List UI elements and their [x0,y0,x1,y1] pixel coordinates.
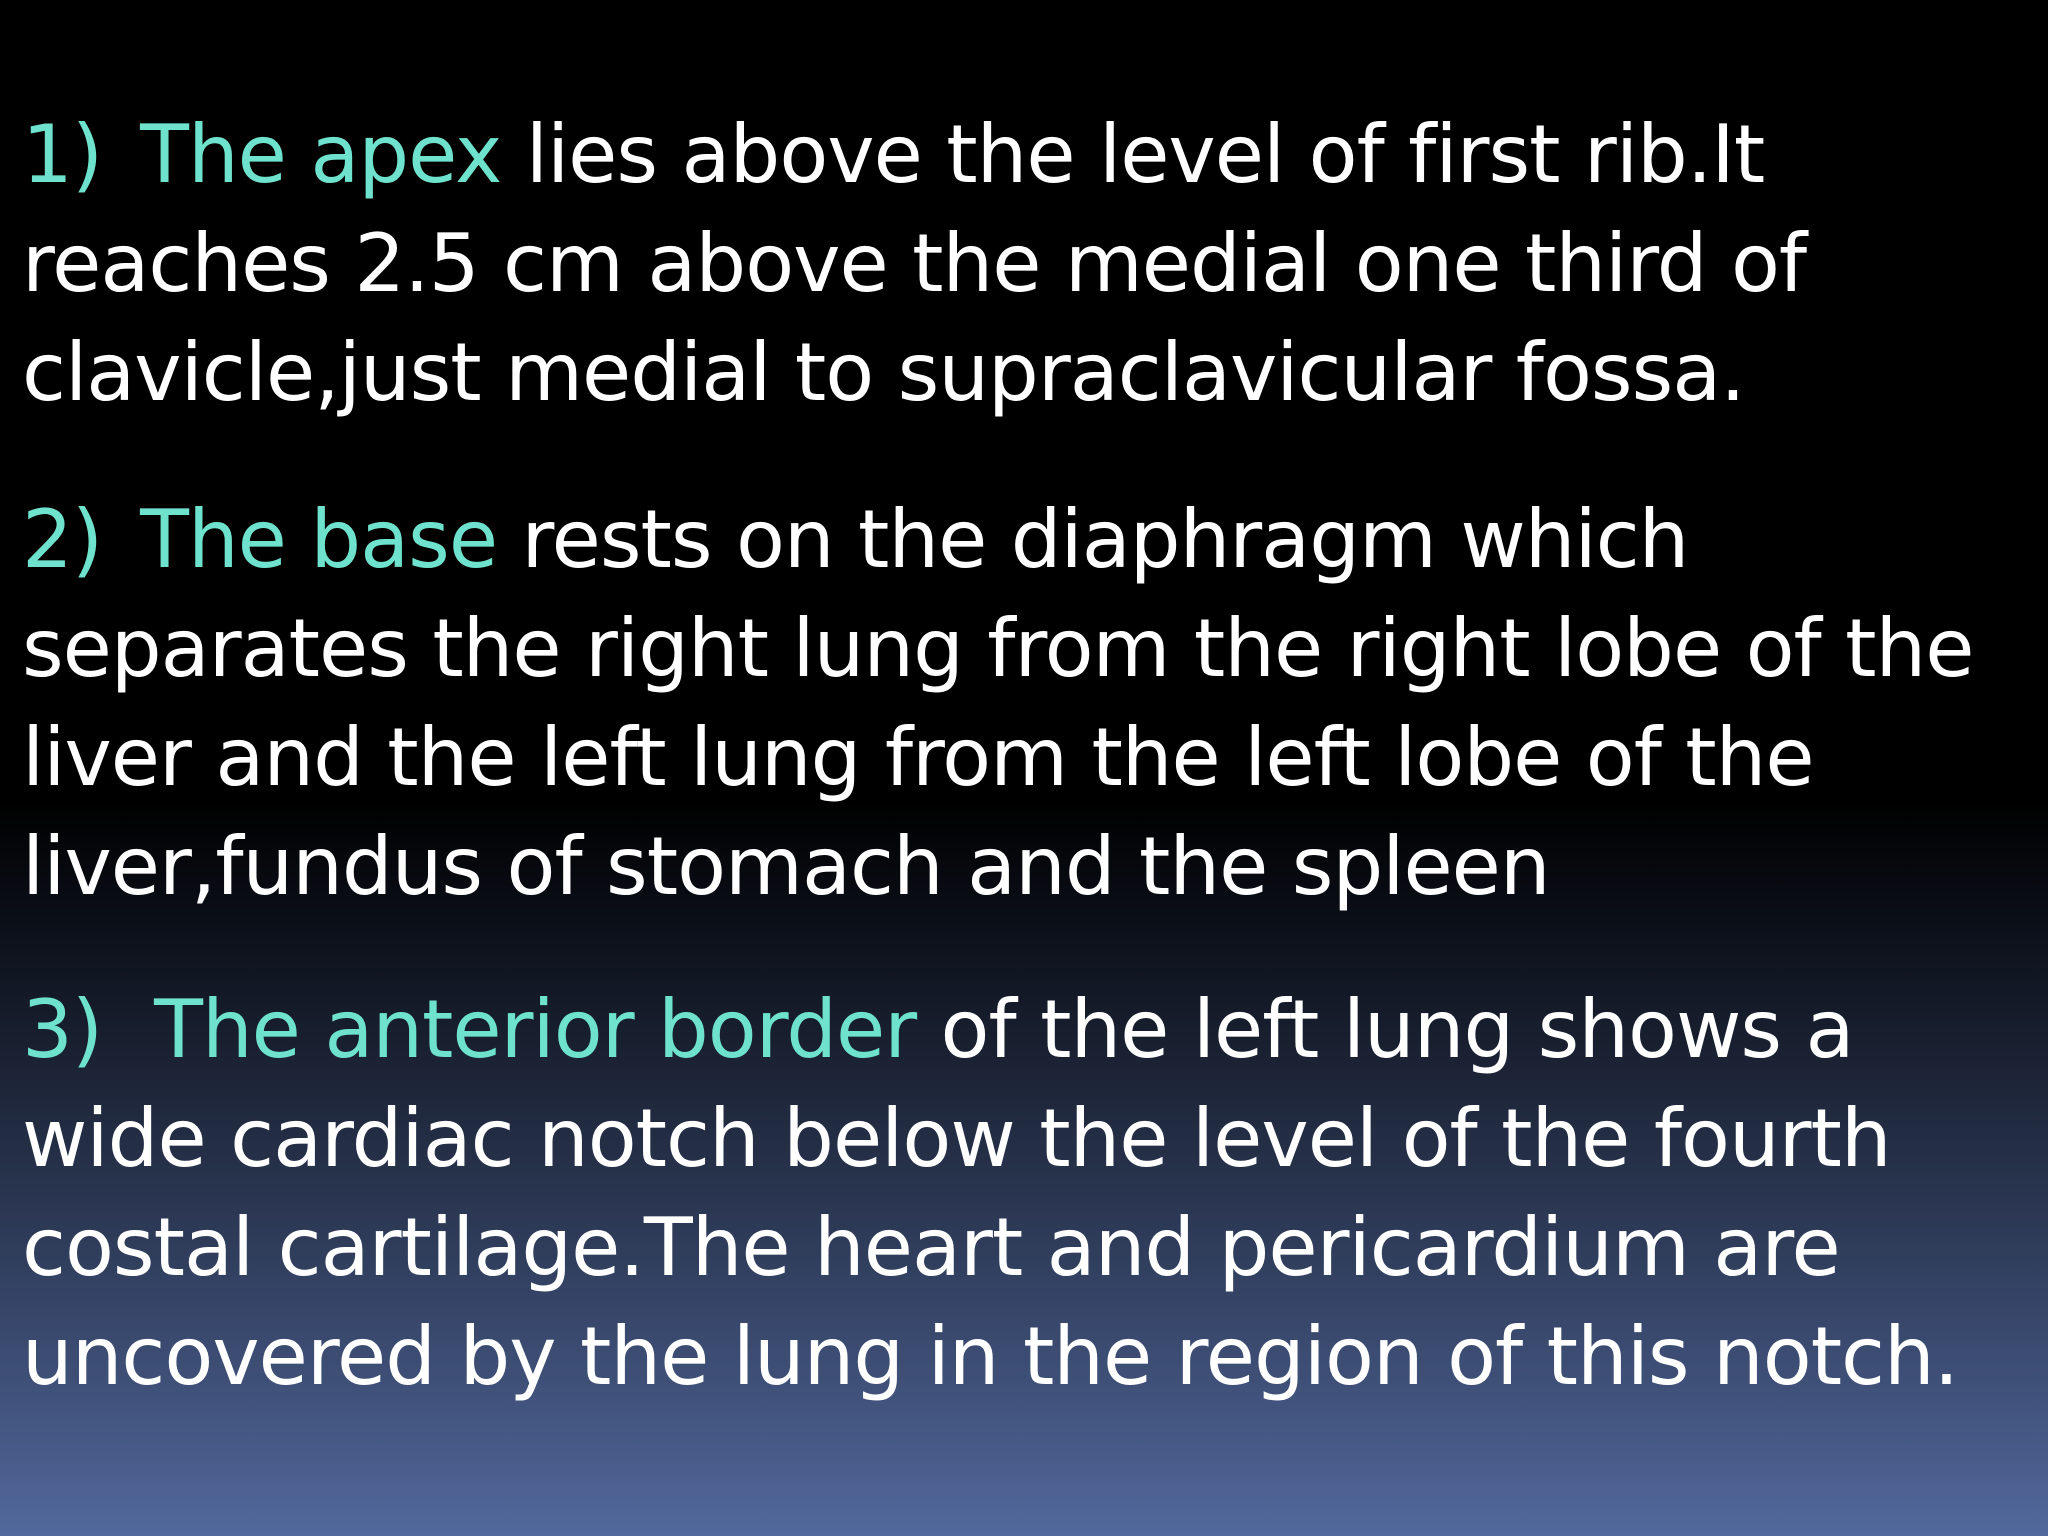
point-term: The base [140,493,498,586]
point-text: rests on the diaphragm which separates the right lung from the right lobe of the liver and the left lung from the left lobe of the liver,fundus of stomach and the spleen [22,493,1974,913]
point-anterior-border [22,975,2022,1411]
point-number: 3) [22,983,103,1076]
point-term: The anterior border [154,983,917,1076]
point-text: of the left lung shows a wide cardiac notch below the level of the fourth costal cartilage.The heart and pericardium are uncovered by the lung in the region of this notch. [22,983,1959,1403]
point-base [22,485,2022,921]
point-apex [22,100,2022,427]
point-term: The apex [140,108,502,201]
point-text: lies above the level of first rib.It reaches 2.5 cm above the medial one third of clavicle,just medial to supraclavicular fossa. [22,108,1807,419]
point-number: 2) [22,493,103,586]
point-number: 1) [22,108,103,201]
